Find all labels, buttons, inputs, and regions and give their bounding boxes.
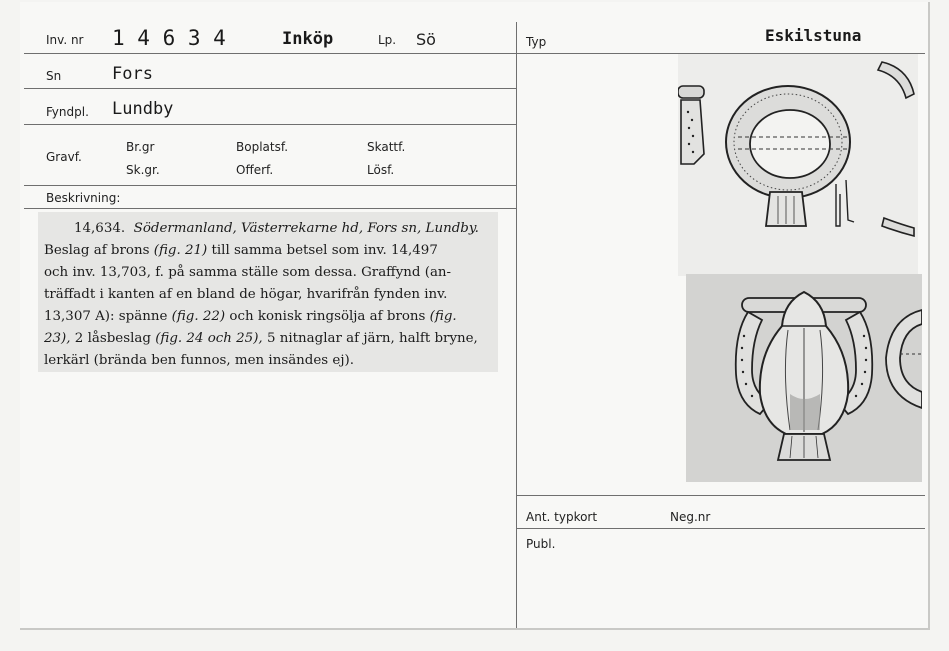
rule-row-4 [24, 185, 516, 186]
rule-bottom-right-1 [517, 495, 925, 496]
ant-typkort-label: Ant. typkort [526, 510, 598, 524]
negnr-label: Neg.nr [670, 510, 711, 524]
lp-label: Lp. [378, 33, 397, 47]
rule-row-3 [24, 124, 516, 125]
typ-value: Eskilstuna [765, 26, 862, 45]
fyndpl-value: Lundby [112, 99, 174, 119]
inkop-label: Inköp [282, 29, 334, 49]
skgr-label: Sk.gr. [126, 163, 160, 177]
description-line-4: träffadt i kanten af en bland de högar, hvarifrån fynden inv. [44, 287, 448, 302]
artifact-photo-top [678, 54, 918, 276]
column-divider [516, 22, 517, 628]
publ-label: Publ. [526, 537, 556, 551]
gravf-label: Gravf. [46, 150, 82, 164]
description-line-5: 13,307 A): spänne (fig. 22) och konisk ringsölja af brons (fig. [44, 309, 457, 324]
beskrivning-label: Beskrivning: [46, 191, 121, 205]
description-line-3: och inv. 13,703, f. på samma ställe som dessa. Graffynd (an- [44, 265, 452, 280]
boplatsf-label: Boplatsf. [236, 140, 289, 154]
rule-row-2 [24, 88, 516, 89]
desc-inv-ref: 14,634. [74, 221, 126, 236]
inv-value: 1 4 6 3 4 [112, 26, 226, 50]
description-line-1 [44, 222, 494, 235]
description-line-7: lerkärl (brända ben funnos, men insändes ej). [44, 353, 354, 368]
sn-label: Sn [46, 69, 62, 83]
fyndpl-label: Fyndpl. [46, 105, 89, 119]
description-line-2: Beslag af brons (fig. 21) till samma betsel som inv. 14,497 [44, 243, 438, 258]
rule-bottom-right-2 [517, 528, 925, 529]
desc-locality: Södermanland, Västerrekarne hd, Fors sn, Lundby. [133, 221, 479, 236]
rule-row-5 [24, 208, 516, 209]
artifact-photo-bottom [686, 274, 922, 482]
partial-mount-left [678, 86, 704, 164]
rule-row-1 [24, 53, 516, 54]
inv-label: Inv. nr [46, 33, 84, 47]
losf-label: Lösf. [367, 163, 395, 177]
brgr-label: Br.gr [126, 140, 155, 154]
description-line-6: 23), 2 låsbeslag (fig. 24 och 25), 5 nitnaglar af järn, halft bryne, [44, 331, 478, 346]
lp-value: Sö [416, 30, 436, 49]
sn-value: Fors [112, 64, 153, 84]
skattf-label: Skattf. [367, 140, 406, 154]
offerf-label: Offerf. [236, 163, 274, 177]
typ-label: Typ [526, 35, 547, 49]
